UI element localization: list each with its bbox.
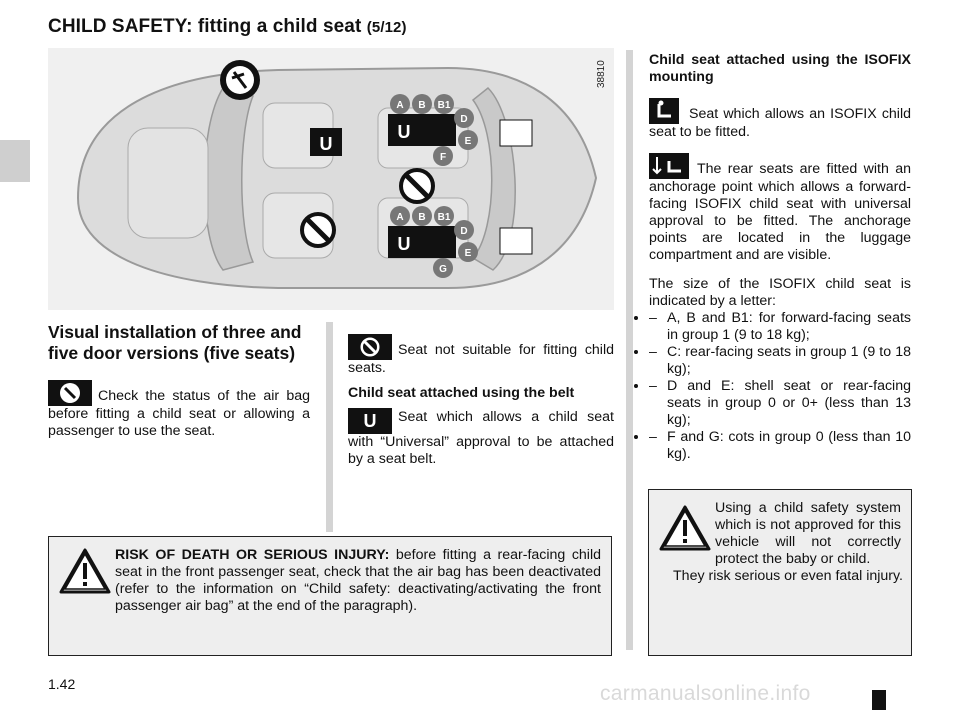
watermark: carmanualsonline.info	[600, 682, 811, 705]
airbag-note: Check the status of the air bag before fitting a child seat or allowing a passenger to use the seat.	[48, 380, 310, 440]
not-suitable-note: Seat not suitable for fitting child seats.	[348, 334, 614, 377]
car-top-view-illustration	[48, 48, 614, 310]
size-list	[649, 310, 911, 463]
seat-letter: B	[418, 100, 426, 111]
visual-installation-section	[48, 322, 310, 440]
page-number: 1.42	[48, 676, 76, 692]
prohibited-icon	[302, 214, 334, 246]
section-heading: Visual installation of three and five door versions (five seats)	[48, 322, 302, 363]
page-counter: (5/12)	[366, 19, 407, 36]
warning-box-side	[648, 489, 912, 656]
isofix-anchor-icon	[500, 120, 532, 146]
warning-text: RISK OF DEATH OR SERIOUS INJURY: before fitting a rear-facing child seat in the front passenger seat, check that the air bag has been deactivated (refer to the information on “Child safety: deactivating/activating the front passenger air bag” at the end of the paragraph).	[115, 547, 602, 614]
universal-seat-icon: U	[348, 408, 392, 434]
prohibited-icon	[401, 170, 433, 202]
page-title: CHILD SAFETY: fitting a child seat (5/12)	[48, 16, 407, 37]
seat-letter: D	[460, 226, 468, 237]
seat-letter: B1	[437, 212, 451, 223]
column-rule	[626, 50, 633, 650]
seat-letter: B1	[437, 100, 451, 111]
warning-box-main	[48, 536, 612, 656]
belt-note: U Seat which allows a child seat with “Universal” approval to be attached by a seat belt.	[348, 409, 614, 467]
rear-right-u: U	[397, 122, 411, 142]
seat-letter: A	[396, 100, 404, 111]
warning-text: Using a child safety system which is not approved for this vehicle will not correctly protect the baby or child.	[715, 500, 901, 567]
warning-triangle-icon	[659, 504, 711, 552]
airbag-check-icon	[48, 380, 92, 406]
isofix-heading: Child seat attached using the ISOFIX mounting	[649, 52, 911, 85]
section-tab-marker	[0, 140, 30, 182]
size-intro: The size of the ISOFIX child seat is indicated by a letter:	[649, 276, 911, 309]
seat-letter: F	[439, 152, 447, 163]
rear-left-u: U	[397, 234, 411, 254]
isofix-seat-icon	[649, 98, 679, 124]
isofix-note: Seat which allows an ISOFIX child seat to be fitted.	[649, 98, 911, 141]
seat-types-section	[348, 334, 614, 468]
warning-triangle-icon	[59, 547, 111, 595]
front-passenger-u: U	[319, 134, 333, 154]
seat-letter: G	[439, 264, 447, 275]
corner-marker	[872, 690, 886, 710]
car-seat-diagram	[48, 48, 614, 310]
seat-letter: E	[464, 136, 472, 147]
seat-letter: E	[464, 248, 472, 259]
airbag-check-icon	[220, 60, 260, 100]
column-rule	[326, 322, 333, 532]
isofix-anchor-icon	[500, 228, 532, 254]
diagram-ref-number: 38810	[596, 60, 607, 88]
seat-letter: A	[396, 212, 404, 223]
list-item: • – D and E: shell seat or rear-facing seats in group 0 or 0+ (less than 13 kg);	[649, 378, 911, 429]
warning-text-2: They risk serious or even fatal injury.	[673, 568, 903, 584]
seat-letter: B	[418, 212, 426, 223]
prohibited-icon	[348, 334, 392, 360]
anchor-note: The rear seats are fitted with an anchorage point which allows a forward-facing ISOFIX child seat with universal approval to be fitted. The anchorage points are located in the luggage compartment and are visible.	[649, 153, 911, 264]
isofix-section	[649, 52, 911, 463]
belt-heading: Child seat attached using the belt	[348, 385, 575, 401]
list-item: • – A, B and B1: for forward-facing seats in group 1 (9 to 18 kg);	[649, 310, 911, 344]
seat-letter: D	[460, 114, 468, 125]
isofix-anchor-icon	[649, 153, 689, 179]
list-item: • – F and G: cots in group 0 (less than 10 kg).	[649, 429, 911, 463]
list-item: • – C: rear-facing seats in group 1 (9 to 18 kg);	[649, 344, 911, 378]
